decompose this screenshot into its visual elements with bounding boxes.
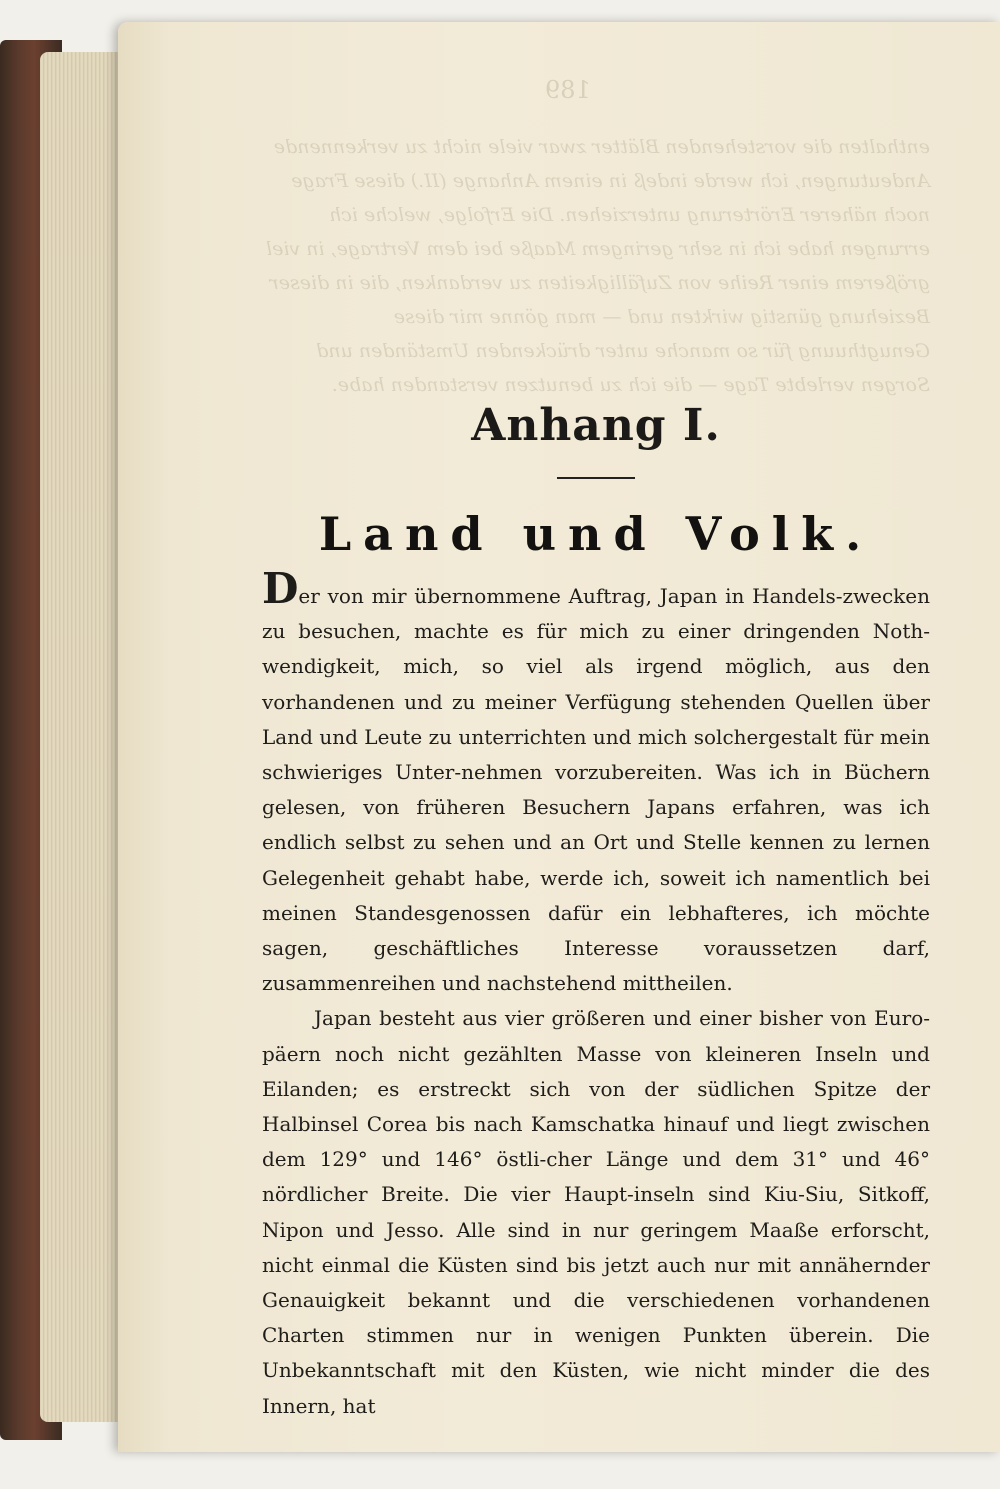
page-number: 189 [545,76,591,104]
bleed-through-text: enthalten die vorstehenden Blätter zwar viele nicht zu verkennende Andeutungen, ich werde indeß in einem Anhange (II.) diese Frage noch näherer Erörterung unterziehen. Die Erfolge, welche ich errungen habe ich in sehr geringem Maaße bei dem Vertrage, in viel größerem einer Reihe von Zufälligkeiten zu verdanken, die in dieser Beziehung günstig wirkten und — man gönne mir diese Genugthuung für so manche unter drückenden Umständen und Sorgen verlebte Tage — die ich zu benutzen verstanden habe. [266,136,930,396]
page-edges [40,52,130,1422]
heading-rule [557,477,635,479]
paragraph-2-text: Japan besteht aus vier größeren und einer bisher von Euro-päern noch nicht gezählten Masse von kleineren Inseln und Eilanden; es erstreckt sich von der südlichen Spitze der Halbinsel Corea bis nach Kamschatka hinauf und liegt zwischen dem 129° und 146° östli-cher Länge und dem 31° und 46° nördlicher Breite. Die vier Haupt-inseln sind Kiu-Siu, Sitkoff, Nipon und Jesso. Alle sind in nur geringem Maaße erforscht, nicht einmal die Küsten sind bis jetzt auch nur mit annähernder Genauigkeit bekannt und die verschiedenen vorhandenen Charten stimmen nur in wenigen Punkten überein. Die Unbekanntschaft mit den Küsten, wie nicht minder die des Innern, hat [262,1006,930,1418]
paragraph-1 [262,564,930,1001]
page-content [262,400,930,1424]
paragraph-1-text: er von mir übernommene Auftrag, Japan in Handels-zwecken zu besuchen, machte es für mich zu einer dringenden Noth-wendigkeit, mich, so viel als irgend möglich, aus den vorhandenen und zu meiner Verfügung stehenden Quellen über Land und Leute zu unterrichten und mich solchergestalt für mein schwieriges Unter-nehmen vorzubereiten. Was ich in Büchern gelesen, von früheren Besuchern Japans erfahren, was ich endlich selbst zu sehen und an Ort und Stelle kennen zu lernen Gelegenheit gehabt habe, werde ich, soweit ich namentlich bei meinen Standesgenossen dafür ein lebhafteres, ich möchte sagen, geschäftliches Interesse voraussetzen darf, zusammenreihen und nachstehend mittheilen. [262,584,930,996]
chapter-heading: Anhang I. [471,400,721,451]
drop-cap: D [262,564,299,613]
chapter-subheading: Land und Volk. [318,507,874,561]
paragraph-2 [262,1001,930,1423]
